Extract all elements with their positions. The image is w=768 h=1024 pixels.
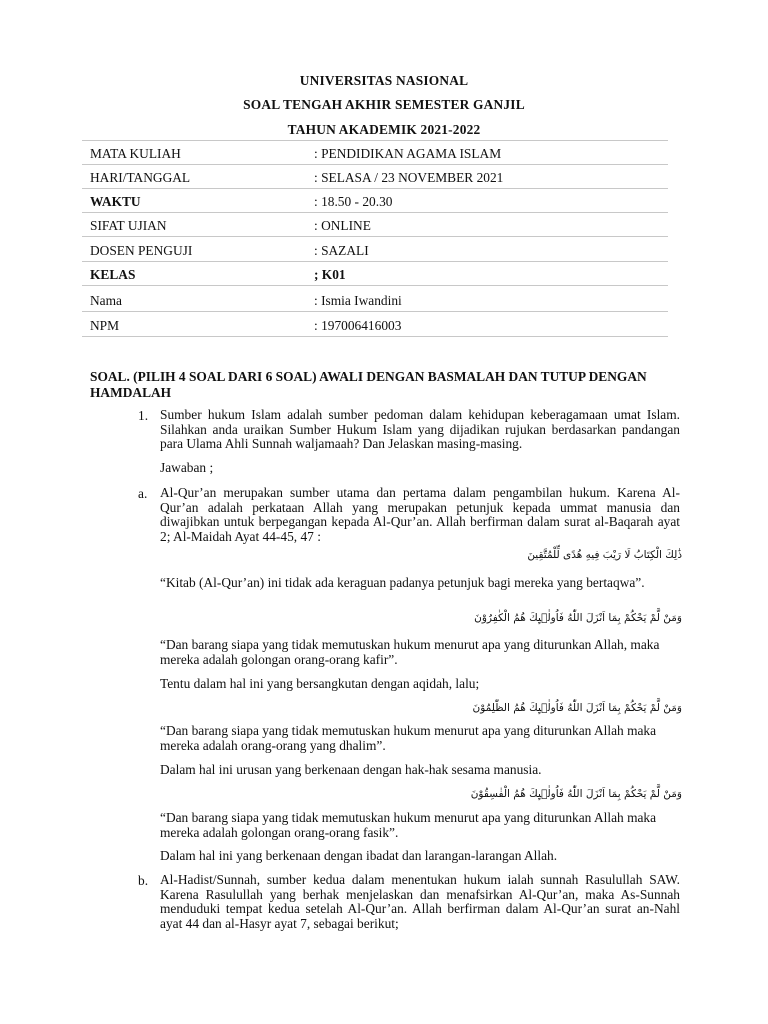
arabic-verse-1: ذَٰلِكَ الْكِتَابُ لَا رَيْبَ فِيهِ هُدًى لِّلْمُتَّقِينَ <box>527 549 682 561</box>
exam-title: SOAL TENGAH AKHIR SEMESTER GANJIL <box>243 97 525 112</box>
translation-3: “Dan barang siapa yang tidak memutuskan hukum menurut apa yang diturunkan Allah maka mereka adalah orang-orang yang dhalim”. <box>160 723 657 753</box>
answer-a-marker: a. <box>138 486 148 501</box>
info-value-course: : PENDIDIKAN AGAMA ISLAM <box>314 146 502 161</box>
table-divider <box>82 285 668 286</box>
student-value-name: : Ismia Iwandini <box>314 293 402 308</box>
info-value-mode: : ONLINE <box>314 218 371 233</box>
table-bottom-border <box>82 336 668 337</box>
university-title: UNIVERSITAS NASIONAL <box>299 73 469 88</box>
info-value-class: ; K01 <box>314 267 346 282</box>
table-top-border <box>82 140 668 141</box>
info-value-time: : 18.50 - 20.30 <box>314 194 393 209</box>
table-divider <box>82 188 668 189</box>
note-4: Dalam hal ini yang berkenaan dengan ibadat dan larangan-larangan Allah. <box>160 848 558 863</box>
translation-1: “Kitab (Al-Qur’an) ini tidak ada keraguan padanya petunjuk bagi mereka yang bertaqwa”. <box>160 575 645 590</box>
info-label-class: KELAS <box>90 267 136 282</box>
translation-4: “Dan barang siapa yang tidak memutuskan hukum menurut apa yang diturunkan Allah maka mereka adalah golongan orang-orang fasik”. <box>160 810 657 840</box>
table-divider <box>82 311 668 312</box>
translation-2: “Dan barang siapa yang tidak memutuskan hukum menurut apa yang diturunkan Allah, maka mereka adalah golongan orang-orang kafir”. <box>160 637 660 667</box>
student-label-name: Nama <box>90 293 122 308</box>
answer-label: Jawaban ; <box>160 460 214 475</box>
note-3: Dalam hal ini urusan yang berkenaan dengan hak-hak sesama manusia. <box>160 762 542 777</box>
instruction-heading: SOAL. (PILIH 4 SOAL DARI 6 SOAL) AWALI DENGAN BASMALAH DAN TUTUP DENGAN HAMDALAH <box>90 369 647 400</box>
table-divider <box>82 236 668 237</box>
arabic-verse-4: وَمَنْ لَّمْ يَحْكُمْ بِمَا اَنْزَلَ اللّٰهُ فَاُولٰۤىِٕكَ هُمُ الْفٰسِقُوْنَ <box>470 788 682 800</box>
answer-b-text: Al-Hadist/Sunnah, sumber kedua dalam menentukan hukum ialah sunnah Rasulullah SAW. Karena Rasulullah yang berhak menjelaskan dan menafsirkan Al-Qur’an, maka As-Sunnah menduduki tempat kedua setelah Al-Qur’an. Allah berfirman dalam Al-Qur’an surat an-Nahl ayat 44 dan al-Hasyr ayat 7, sebagai berikut; <box>160 872 680 932</box>
answer-a-text: Al-Qur’an merupakan sumber utama dan pertama dalam pengambilan hukum. Karena Al-Qur’an adalah perkataan Allah yang merupakan petunjuk kepada ummat manusia dan diwajibkan untuk berpegangan kepada Al-Qur’an. Allah berfirman dalam surat al-Baqarah ayat 2; Al-Maidah Ayat 44-45, 47 : <box>160 485 680 545</box>
arabic-verse-3: وَمَنْ لَّمْ يَحْكُمْ بِمَا اَنْزَلَ اللّٰهُ فَاُولٰۤىِٕكَ هُمُ الظّٰلِمُوْنَ <box>472 702 682 714</box>
student-label-npm: NPM <box>90 318 120 333</box>
note-2: Tentu dalam hal ini yang bersangkutan dengan aqidah, lalu; <box>160 676 480 691</box>
student-value-npm: : 197006416003 <box>314 318 402 333</box>
info-label-date: HARI/TANGGAL <box>90 170 191 185</box>
info-value-examiner: : SAZALI <box>314 243 369 258</box>
info-label-course: MATA KULIAH <box>90 146 181 161</box>
info-label-time: WAKTU <box>90 194 141 209</box>
answer-b-marker: b. <box>138 873 149 888</box>
table-divider <box>82 212 668 213</box>
academic-year: TAHUN AKADEMIK 2021-2022 <box>287 122 481 137</box>
info-label-mode: SIFAT UJIAN <box>90 218 167 233</box>
table-divider <box>82 261 668 262</box>
info-value-date: : SELASA / 23 NOVEMBER 2021 <box>314 170 504 185</box>
arabic-verse-2: وَمَنْ لَّمْ يَحْكُمْ بِمَا اَنْزَلَ اللّٰهُ فَاُولٰۤىِٕكَ هُمُ الْكٰفِرُوْنَ <box>474 612 682 624</box>
info-label-examiner: DOSEN PENGUJI <box>90 243 193 258</box>
table-divider <box>82 164 668 165</box>
question-number: 1. <box>138 408 149 423</box>
question-text: Sumber hukum Islam adalah sumber pedoman dalam kehidupan keberagamaan umat Islam. Silahkan anda uraikan Sumber Hukum Islam yang dijadikan rujukan berdasarkan pandangan para Ulama Ahli Sunnah waljamaah? Dan Jelaskan masing-masing. <box>160 407 680 452</box>
